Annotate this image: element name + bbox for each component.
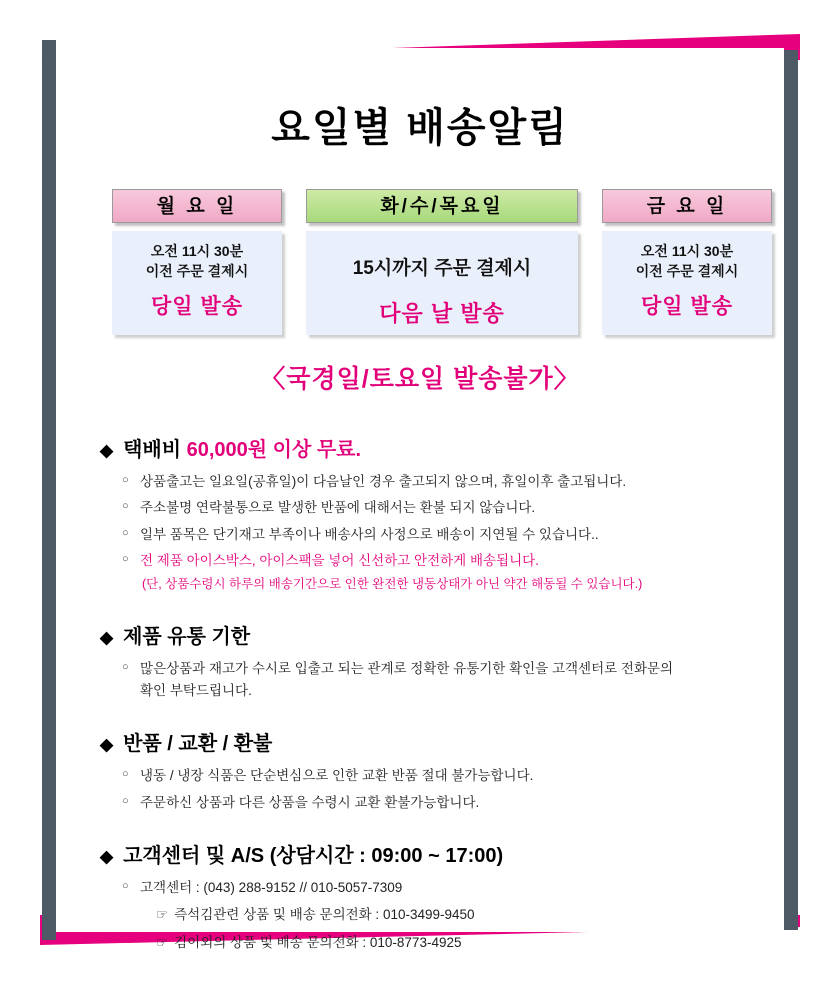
section-expiry-heading-text: 제품 유통 기한 — [123, 625, 251, 648]
schedule-card-midweek — [306, 189, 578, 335]
delivery-schedule-group — [84, 189, 756, 349]
holiday-notice: 〈국경일/토요일 발송불가〉 — [260, 365, 580, 393]
midweek-shipping-label: 다음 날 발송 — [379, 300, 505, 326]
friday-condition-line2: 이전 주문 결제시 — [635, 263, 739, 280]
notice-sheet — [56, 48, 784, 950]
section-returns — [100, 727, 740, 813]
list-item: ○ 주문하신 상품과 다른 상품을 수령시 교환 환불가능합니다. — [122, 793, 740, 813]
diamond-icon: ◆ — [100, 735, 114, 755]
customer-center-sub-1: 즉석김관련 상품 및 배송 문의전화 : 010-3499-9450 — [174, 907, 475, 922]
diamond-icon: ◆ — [100, 441, 114, 460]
schedule-card-monday-body — [112, 231, 282, 335]
customer-center-sub-2: 김이외의 상품 및 배송 문의전화 : 010-8773-4925 — [174, 934, 462, 950]
page-title: 요일별 배송알림 — [271, 106, 569, 150]
section-shipping-fee-heading — [100, 433, 740, 462]
list-item: ○ 상품출고는 일요일(공휴일)이 다음날인 경우 출고되지 않으며, 휴일이후 출고됩니다. — [122, 472, 740, 492]
schedule-card-monday-header: 월 요 일 — [112, 189, 282, 223]
diamond-icon: ◆ — [100, 627, 114, 647]
monday-shipping-label: 당일 발송 — [151, 294, 243, 318]
list-item: ○ 냉동 / 냉장 식품은 단순변심으로 인한 교환 반품 절대 불가능합니다. — [122, 766, 740, 786]
schedule-card-monday — [112, 189, 282, 335]
section-shipping-fee-heading-text: 택배비 — [123, 439, 187, 461]
pointing-hand-icon: ☞ — [156, 934, 169, 950]
section-customer-center-heading — [100, 839, 740, 868]
section-customer-center-heading-text: 고객센터 및 A/S (상담시간 : 09:00 ~ 17:00) — [123, 844, 504, 867]
list-item: ○ 주소불명 연락불통으로 발생한 반품에 대해서는 환불 되지 않습니다. — [122, 498, 740, 518]
list-item — [156, 932, 740, 954]
section-returns-heading-text: 반품 / 교환 / 환불 — [123, 733, 273, 756]
section-shipping-fee-heading-highlight: 60,000원 이상 무료. — [186, 439, 362, 461]
section-expiry — [100, 620, 740, 702]
list-item: ○ 고객센터 : (043) 288-9152 // 010-5057-7309 — [122, 878, 740, 898]
section-expiry-heading — [100, 620, 740, 649]
list-item: ○ 많은상품과 재고가 수시로 입출고 되는 관계로 정확한 유통기한 확인을 고객센터로 전화문의 — [122, 659, 740, 679]
friday-condition-line1: 오전 11시 30분 — [640, 243, 734, 259]
friday-shipping-label: 당일 발송 — [641, 294, 733, 318]
decorative-bar-right — [784, 50, 798, 930]
list-item: ○ 전 제품 아이스박스, 아이스팩을 넣어 신선하고 안전하게 배송됩니다. — [122, 551, 740, 571]
schedule-card-friday-header: 금 요 일 — [602, 189, 772, 223]
schedule-card-friday-body — [602, 231, 772, 335]
decorative-bar-left — [42, 40, 56, 940]
schedule-card-midweek-header: 화/수/목요일 — [306, 189, 578, 223]
shipping-fee-note: (단, 상품수령시 하루의 배송기간으로 인한 완전한 냉동상태가 아닌 약간 해동될 수 있습니다.) — [142, 577, 643, 591]
pointing-hand-icon: ☞ — [156, 907, 169, 922]
notice-sections — [100, 433, 740, 953]
schedule-card-midweek-body — [306, 231, 578, 335]
list-item — [156, 904, 740, 926]
section-returns-heading — [100, 727, 740, 756]
monday-condition-line2: 이전 주문 결제시 — [145, 263, 249, 280]
list-item: ○ 일부 품목은 단기재고 부족이나 배송사의 사정으로 배송이 지연될 수 있습니다.. — [122, 525, 740, 545]
section-customer-center — [100, 839, 740, 953]
midweek-condition-line1: 15시까지 주문 결제시 — [352, 258, 532, 279]
section-shipping-fee — [100, 433, 740, 594]
section-expiry-continuation: 확인 부탁드립니다. — [140, 683, 252, 698]
diamond-icon: ◆ — [100, 846, 114, 866]
schedule-card-friday — [602, 189, 772, 335]
monday-condition-line1: 오전 11시 30분 — [150, 243, 244, 259]
